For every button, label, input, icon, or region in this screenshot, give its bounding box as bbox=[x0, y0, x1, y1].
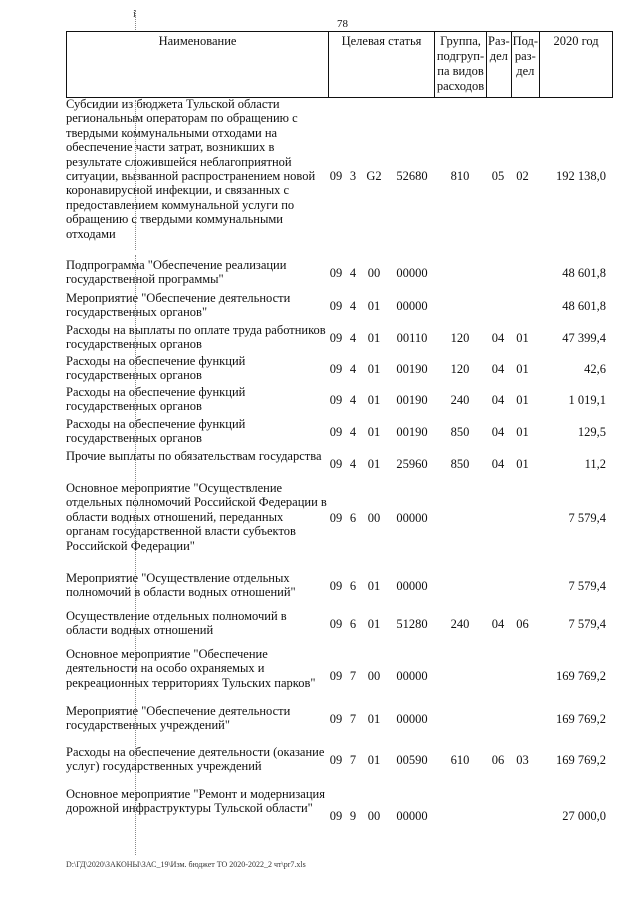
cell-podrazdel: 01 bbox=[516, 425, 529, 439]
cell-group: 240 bbox=[450, 617, 470, 631]
cell-razdel: 04 bbox=[491, 457, 505, 471]
header-razdel: Раз-дел bbox=[487, 32, 512, 98]
cell-code-d: 00590 bbox=[396, 753, 428, 767]
cell-razdel: 04 bbox=[491, 331, 505, 345]
cell-code-c: 01 bbox=[367, 617, 381, 631]
cell-code-a: 09 bbox=[329, 331, 343, 345]
cell-code-c: 01 bbox=[367, 362, 381, 376]
cell-group: 240 bbox=[450, 393, 470, 407]
row-name: Расходы на обеспечение функций государственных органов bbox=[66, 417, 246, 446]
row-name: Расходы на обеспечение функций государственных органов bbox=[66, 354, 246, 383]
cell-code-b: 4 bbox=[349, 393, 357, 407]
cell-razdel: 04 bbox=[491, 617, 505, 631]
cell-amount: 27 000,0 bbox=[562, 809, 606, 823]
cell-amount: 192 138,0 bbox=[556, 169, 606, 183]
cell-code-b: 6 bbox=[349, 579, 357, 593]
cell-code-c: 01 bbox=[367, 425, 381, 439]
cell-code-d: 00000 bbox=[396, 712, 428, 726]
cell-code-b: 4 bbox=[349, 425, 357, 439]
cell-podrazdel: 01 bbox=[516, 362, 529, 376]
cell-code-a: 09 bbox=[329, 299, 343, 313]
cell-code-b: 4 bbox=[349, 299, 357, 313]
cell-code-c: 01 bbox=[367, 712, 381, 726]
file-path-footer: D:\ГД\2020\ЗАКОНЫ\ЗАС_19\Изм. бюджет ТО 2020-2022_2 чт\pr7.xls bbox=[66, 860, 306, 869]
cell-code-d: 00190 bbox=[396, 393, 428, 407]
cell-code-d: 00000 bbox=[396, 299, 428, 313]
row-name: Прочие выплаты по обязательствам государства bbox=[66, 449, 322, 463]
header-year: 2020 год bbox=[540, 32, 613, 98]
cell-amount: 48 601,8 bbox=[562, 299, 606, 313]
cell-razdel: 06 bbox=[491, 753, 505, 767]
cell-code-c: G2 bbox=[366, 169, 382, 183]
cell-code-d: 00110 bbox=[396, 331, 428, 345]
cell-code-c: 01 bbox=[367, 457, 381, 471]
header-podrazdel: Под-раз-дел bbox=[511, 32, 539, 98]
cell-code-c: 01 bbox=[367, 393, 381, 407]
cell-code-b: 6 bbox=[349, 511, 357, 525]
cell-code-d: 00000 bbox=[396, 266, 428, 280]
cell-code-d: 00190 bbox=[396, 362, 428, 376]
cell-code-a: 09 bbox=[329, 753, 343, 767]
cell-podrazdel: 01 bbox=[516, 457, 529, 471]
cell-amount: 11,2 bbox=[584, 457, 606, 471]
cell-code-d: 00000 bbox=[396, 669, 428, 683]
cell-code-a: 09 bbox=[329, 362, 343, 376]
cell-code-a: 09 bbox=[329, 579, 343, 593]
cell-code-a: 09 bbox=[329, 617, 343, 631]
cell-amount: 169 769,2 bbox=[556, 669, 606, 683]
cell-podrazdel: 03 bbox=[516, 753, 529, 767]
row-name: Мероприятие "Осуществление отдельных полномочий в области водных отношений" bbox=[66, 571, 296, 600]
cell-code-a: 09 bbox=[329, 669, 343, 683]
cell-podrazdel: 01 bbox=[516, 393, 529, 407]
cell-code-b: 3 bbox=[349, 169, 357, 183]
header-name: Наименование bbox=[67, 32, 329, 98]
cell-group: 120 bbox=[450, 331, 470, 345]
cell-group: 850 bbox=[450, 425, 470, 439]
cell-code-b: 9 bbox=[349, 809, 357, 823]
cell-razdel: 04 bbox=[491, 362, 505, 376]
cell-code-a: 09 bbox=[329, 712, 343, 726]
cell-code-c: 00 bbox=[367, 809, 381, 823]
cell-razdel: 04 bbox=[491, 393, 505, 407]
cell-code-a: 09 bbox=[329, 457, 343, 471]
cell-code-d: 00000 bbox=[396, 511, 428, 525]
header-group: Группа, подгруп-па видов расходов bbox=[435, 32, 487, 98]
row-name: Подпрограмма "Обеспечение реализации государственной программы" bbox=[66, 258, 287, 287]
cell-amount: 1 019,1 bbox=[568, 393, 606, 407]
row-name: Расходы на обеспечение функций государственных органов bbox=[66, 385, 246, 414]
cell-code-c: 00 bbox=[367, 266, 381, 280]
cell-code-b: 6 bbox=[349, 617, 357, 631]
scan-artifact-line bbox=[135, 10, 136, 30]
cell-code-a: 09 bbox=[329, 169, 343, 183]
cell-code-d: 52680 bbox=[396, 169, 428, 183]
cell-code-a: 09 bbox=[329, 425, 343, 439]
cell-amount: 7 579,4 bbox=[568, 511, 606, 525]
cell-group: 810 bbox=[450, 169, 470, 183]
cell-amount: 48 601,8 bbox=[562, 266, 606, 280]
cell-amount: 129,5 bbox=[577, 425, 606, 439]
cell-code-d: 00190 bbox=[396, 425, 428, 439]
cell-code-b: 4 bbox=[349, 266, 357, 280]
row-name: Основное мероприятие "Обеспечение деятельности на особо охраняемых и рекреационных территориях Тульских парков" bbox=[66, 647, 316, 690]
corner-mark: i bbox=[133, 8, 137, 20]
row-name: Мероприятие "Обеспечение деятельности государственных учреждений" bbox=[66, 704, 291, 733]
cell-code-d: 25960 bbox=[396, 457, 428, 471]
cell-code-a: 09 bbox=[329, 393, 343, 407]
cell-code-b: 7 bbox=[349, 712, 357, 726]
row-name: Расходы на обеспечение деятельности (оказание услуг) государственных учреждений bbox=[66, 745, 325, 774]
cell-code-c: 01 bbox=[367, 579, 381, 593]
cell-amount: 169 769,2 bbox=[556, 712, 606, 726]
cell-code-d: 00000 bbox=[396, 809, 428, 823]
cell-code-c: 01 bbox=[367, 753, 381, 767]
cell-podrazdel: 06 bbox=[516, 617, 529, 631]
cell-amount: 169 769,2 bbox=[556, 753, 606, 767]
cell-group: 120 bbox=[450, 362, 470, 376]
cell-code-c: 00 bbox=[367, 511, 381, 525]
cell-code-b: 4 bbox=[349, 362, 357, 376]
row-name: Расходы на выплаты по оплате труда работников государственных органов bbox=[66, 323, 326, 352]
cell-code-b: 7 bbox=[349, 669, 357, 683]
row-name: Мероприятие "Обеспечение деятельности государственных органов" bbox=[66, 291, 291, 320]
cell-code-d: 00000 bbox=[396, 579, 428, 593]
cell-code-a: 09 bbox=[329, 809, 343, 823]
cell-razdel: 04 bbox=[491, 425, 505, 439]
header-target: Целевая статья bbox=[329, 32, 435, 98]
cell-podrazdel: 02 bbox=[516, 169, 529, 183]
cell-amount: 7 579,4 bbox=[568, 579, 606, 593]
cell-code-c: 01 bbox=[367, 331, 381, 345]
table-header bbox=[66, 31, 613, 98]
cell-code-a: 09 bbox=[329, 511, 343, 525]
row-name: Осуществление отдельных полномочий в области водных отношений bbox=[66, 609, 287, 638]
cell-group: 850 bbox=[450, 457, 470, 471]
cell-amount: 47 399,4 bbox=[562, 331, 606, 345]
cell-code-a: 09 bbox=[329, 266, 343, 280]
cell-code-c: 01 bbox=[367, 299, 381, 313]
cell-code-d: 51280 bbox=[396, 617, 428, 631]
row-name: Основное мероприятие "Ремонт и модернизация дорожной инфраструктуры Тульской области" bbox=[66, 787, 325, 816]
cell-amount: 42,6 bbox=[584, 362, 606, 376]
cell-code-b: 7 bbox=[349, 753, 357, 767]
cell-razdel: 05 bbox=[491, 169, 505, 183]
row-name: Основное мероприятие "Осуществление отдельных полномочий Российской Федерации в области водных отношений, переданных органам государственной власти субъектов Российской Федерации" bbox=[66, 481, 327, 553]
row-name: Субсидии из бюджета Тульской области региональным операторам по обращению с твердыми коммунальными отходами на обеспечение части затрат, возникших в результате сложившейся неблагоприятной ситуации, вызванной распространением новой коронавирусной инфекции, и связанных с предоставлением коммунальной услуги по обращению с твердыми коммунальными отходами bbox=[66, 97, 316, 241]
page-number: 78 bbox=[337, 18, 348, 30]
cell-group: 610 bbox=[450, 753, 470, 767]
cell-amount: 7 579,4 bbox=[568, 617, 606, 631]
cell-podrazdel: 01 bbox=[516, 331, 529, 345]
cell-code-b: 4 bbox=[349, 331, 357, 345]
cell-code-c: 00 bbox=[367, 669, 381, 683]
cell-code-b: 4 bbox=[349, 457, 357, 471]
